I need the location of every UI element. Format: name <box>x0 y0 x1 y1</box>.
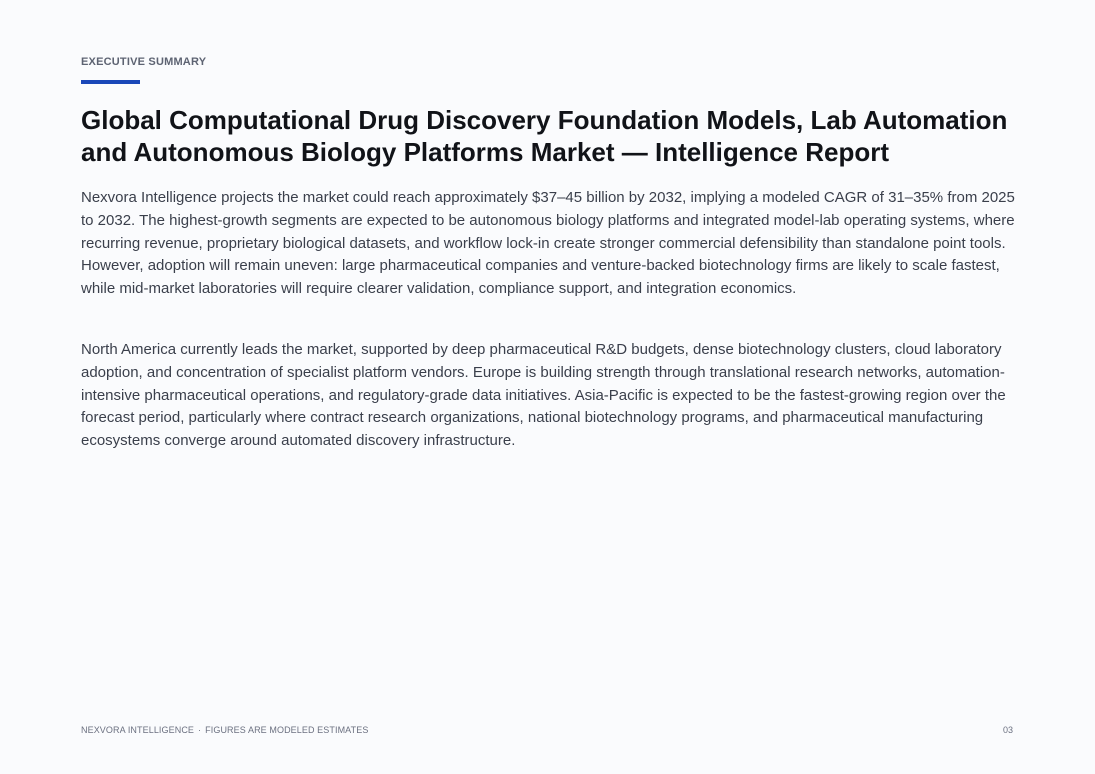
footer-separator: · <box>198 725 202 735</box>
page-number: 03 <box>1002 725 1013 735</box>
summary-paragraph-1: Nexvora Intelligence projects the market could reach approximately $37–45 billion by 2032, implying a modeled CAGR of 31–35% from 2025 to 2032. The highest-growth segments are expected to be autonomous biology platforms and integrated model-lab operating systems, where recurring revenue, proprietary biological datasets, and workflow lock-in create stronger commercial defensibility than standalone point tools. However, adoption will remain uneven: large pharmaceutical companies and venture-backed biotechnology firms are likely to scale fastest, while mid-market laboratories will require clearer validation, compliance support, and integration economics. <box>81 189 1015 298</box>
footer-brand: NEXVORA INTELLIGENCE <box>81 725 195 735</box>
accent-bar <box>81 80 140 84</box>
page-title: Global Computational Drug Discovery Foundation Models, Lab Automation and Autonomous Biology Platforms Market — Intelligence Report <box>81 105 1008 167</box>
footer-note <box>81 725 368 735</box>
summary-paragraph-2: North America currently leads the market, supported by deep pharmaceutical R&D budgets, dense biotechnology clusters, cloud laboratory adoption, and concentration of specialist platform vendors. Europe is building strength through translational research networks, automation-intensive pharmaceutical operations, and regulatory-grade data initiatives. Asia-Pacific is expected to be the fastest-growing region over the forecast period, particularly where contract research organizations, national biotechnology programs, and pharmaceutical manufacturing ecosystems converge around automated discovery infrastructure. <box>81 341 1006 450</box>
section-label: EXECUTIVE SUMMARY <box>81 56 207 68</box>
footer-disclaimer: FIGURES ARE MODELED ESTIMATES <box>205 725 369 735</box>
